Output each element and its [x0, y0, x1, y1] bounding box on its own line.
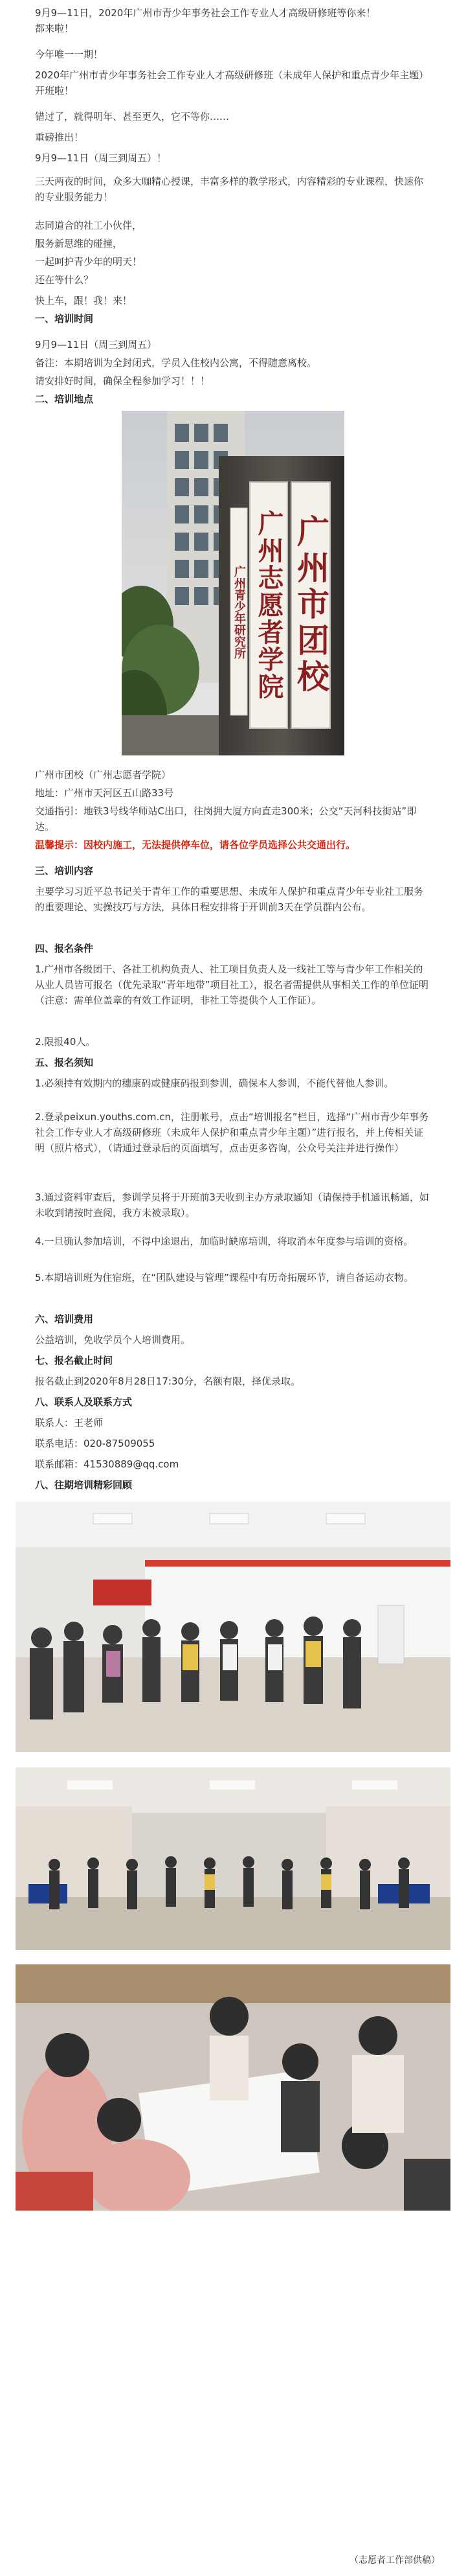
intro-p1b: 都来啦！: [35, 23, 74, 34]
school-sign-photo: [122, 411, 344, 755]
sign-research-institute: 广州青少年研究所: [232, 566, 246, 659]
contact-email: 联系邮箱：41530889@qq.com: [35, 1458, 179, 1470]
section-content-title: 三、培训内容: [35, 865, 94, 877]
intro-p7: 三天两夜的时间，众多大咖精心授课，丰富多样的教学形式，内容精彩的专业课程，快速你的专业服务能力！: [35, 176, 424, 203]
intro-p8: 志同道合的社工小伙伴，: [35, 220, 142, 231]
intro-p12: 快上车，跟！我！来！: [35, 295, 133, 306]
location-traffic: 交通指引：地铁3号线华师站C出口，往岗拥大厦方向直走300米；公交“天河科技街站”即达。: [35, 805, 417, 833]
footer-credit: （志愿者工作部供稿）: [350, 2555, 440, 2566]
intro-p2: 今年唯一一期！: [35, 49, 104, 60]
section-conditions-title: 四、报名条件: [35, 943, 94, 954]
section-notice-title: 五、报名须知: [35, 1057, 94, 1068]
review-photo-2: [16, 1767, 450, 1950]
section-time-line1: 9月9—11日（周三到周五）: [35, 339, 157, 351]
review-photo-3: [16, 1964, 450, 2211]
intro-p4: 错过了，就得明年、甚至更久，它不等你……: [35, 111, 230, 122]
location-address: 地址：广州市天河区五山路33号: [35, 787, 174, 799]
intro-p5: 重磅推出！: [35, 132, 84, 143]
review-photo-1: [16, 1502, 450, 1752]
notice-item4: 4.一旦确认参加培训，不得中途退出，加临时缺席培训，将取消本年度参与培训的资格。: [35, 1236, 414, 1247]
section-fee-body: 公益培训，免收学员个人培训费用。: [35, 1334, 191, 1346]
conditions-item2: 2.限报40人。: [35, 1036, 96, 1048]
contact-person: 联系人：王老师: [35, 1417, 104, 1429]
sign-volunteer-college: 广州志愿者学院: [254, 510, 284, 700]
notice-item3: 3.通过资料审查后，参训学员将于开班前3天收到主办方录取通知（请保持手机通讯畅通，如未收到请按时查阅，我方未被录取）。: [35, 1191, 429, 1219]
section-review-title: 八、往期培训精彩回顾: [35, 1479, 133, 1491]
section-deadline-body: 报名截止到2020年8月28日17:30分，名额有限，择优录取。: [35, 1375, 301, 1387]
section-deadline-title: 七、报名截止时间: [35, 1355, 113, 1366]
section-contact-title: 八、联系人及联系方式: [35, 1396, 133, 1408]
contact-phone: 联系电话：020-87509055: [35, 1438, 155, 1449]
notice-item1: 1.必须持有效期内的穗康码或健康码报到参训，确保本人参训，不能代替他人参训。: [35, 1077, 394, 1089]
intro-p6: 9月9—11日（周三到周五）！: [35, 152, 167, 164]
notice-item2: 2.登录peixun.youths.com.cn，注册帐号，点击“培训报名”栏目，选择“广州市青少年事务社会工作专业人才高级研修班（未成年人保护和重点青少年主题）”进行报名，并上传相关证明（照片格式），（请通过登录后的页面填写，点击更多咨询，公众号关注并进行操作）: [35, 1111, 429, 1154]
section-time-line2: 备注：本期培训为全封闭式，学员入住校内公寓，不得随意离校。: [35, 357, 317, 369]
location-name: 广州市团校（广州志愿者学院）: [35, 769, 172, 781]
section-fee-title: 六、培训费用: [35, 1313, 94, 1325]
sign-youth-school: 广州市团校: [292, 514, 330, 696]
intro-p10: 一起呵护青少年的明天！: [35, 256, 142, 268]
intro-p1: 9月9—11日，2020年广州市青少年事务社会工作专业人才高级研修班等你来！: [35, 7, 376, 19]
intro-p9: 服务新思维的碰撞，: [35, 238, 123, 249]
notice-item5: 5.本期培训班为住宿班，在“团队建设与管理”课程中有历奇拓展环节，请自备运动衣物。: [35, 1272, 414, 1283]
conditions-item1: 1.广州市各级团干、各社工机构负责人、社工项目负责人及一线社工等与青少年工作相关的从业人员皆可报名（优先录取“青年地带”项目社工），报名者需提供从事相关工作的单位证明（注意：需单位盖章的有效工作证明，非社工等提供个人工作证）。: [35, 963, 429, 1006]
intro-p3: 2020年广州市青少年事务社会工作专业人才高级研修班（未成年人保护和重点青少年主题）开班啦！: [35, 69, 429, 97]
location-warning: 温馨提示：因校内施工，无法提供停车位，请各位学员选择公共交通出行。: [35, 839, 356, 851]
section-content-body: 主要学习习近平总书记关于青年工作的重要思想、未成年人保护和重点青少年专业社工服务的重要理论、实操技巧与方法，具体日程安排将于开训前3天在学员群内公布。: [35, 886, 424, 913]
section-time-line3: 请安排好时间，确保全程参加学习！！！: [35, 375, 210, 387]
intro-p11: 还在等什么？: [35, 274, 94, 286]
section-location-title: 二、培训地点: [35, 393, 94, 405]
section-time-title: 一、培训时间: [35, 313, 94, 325]
